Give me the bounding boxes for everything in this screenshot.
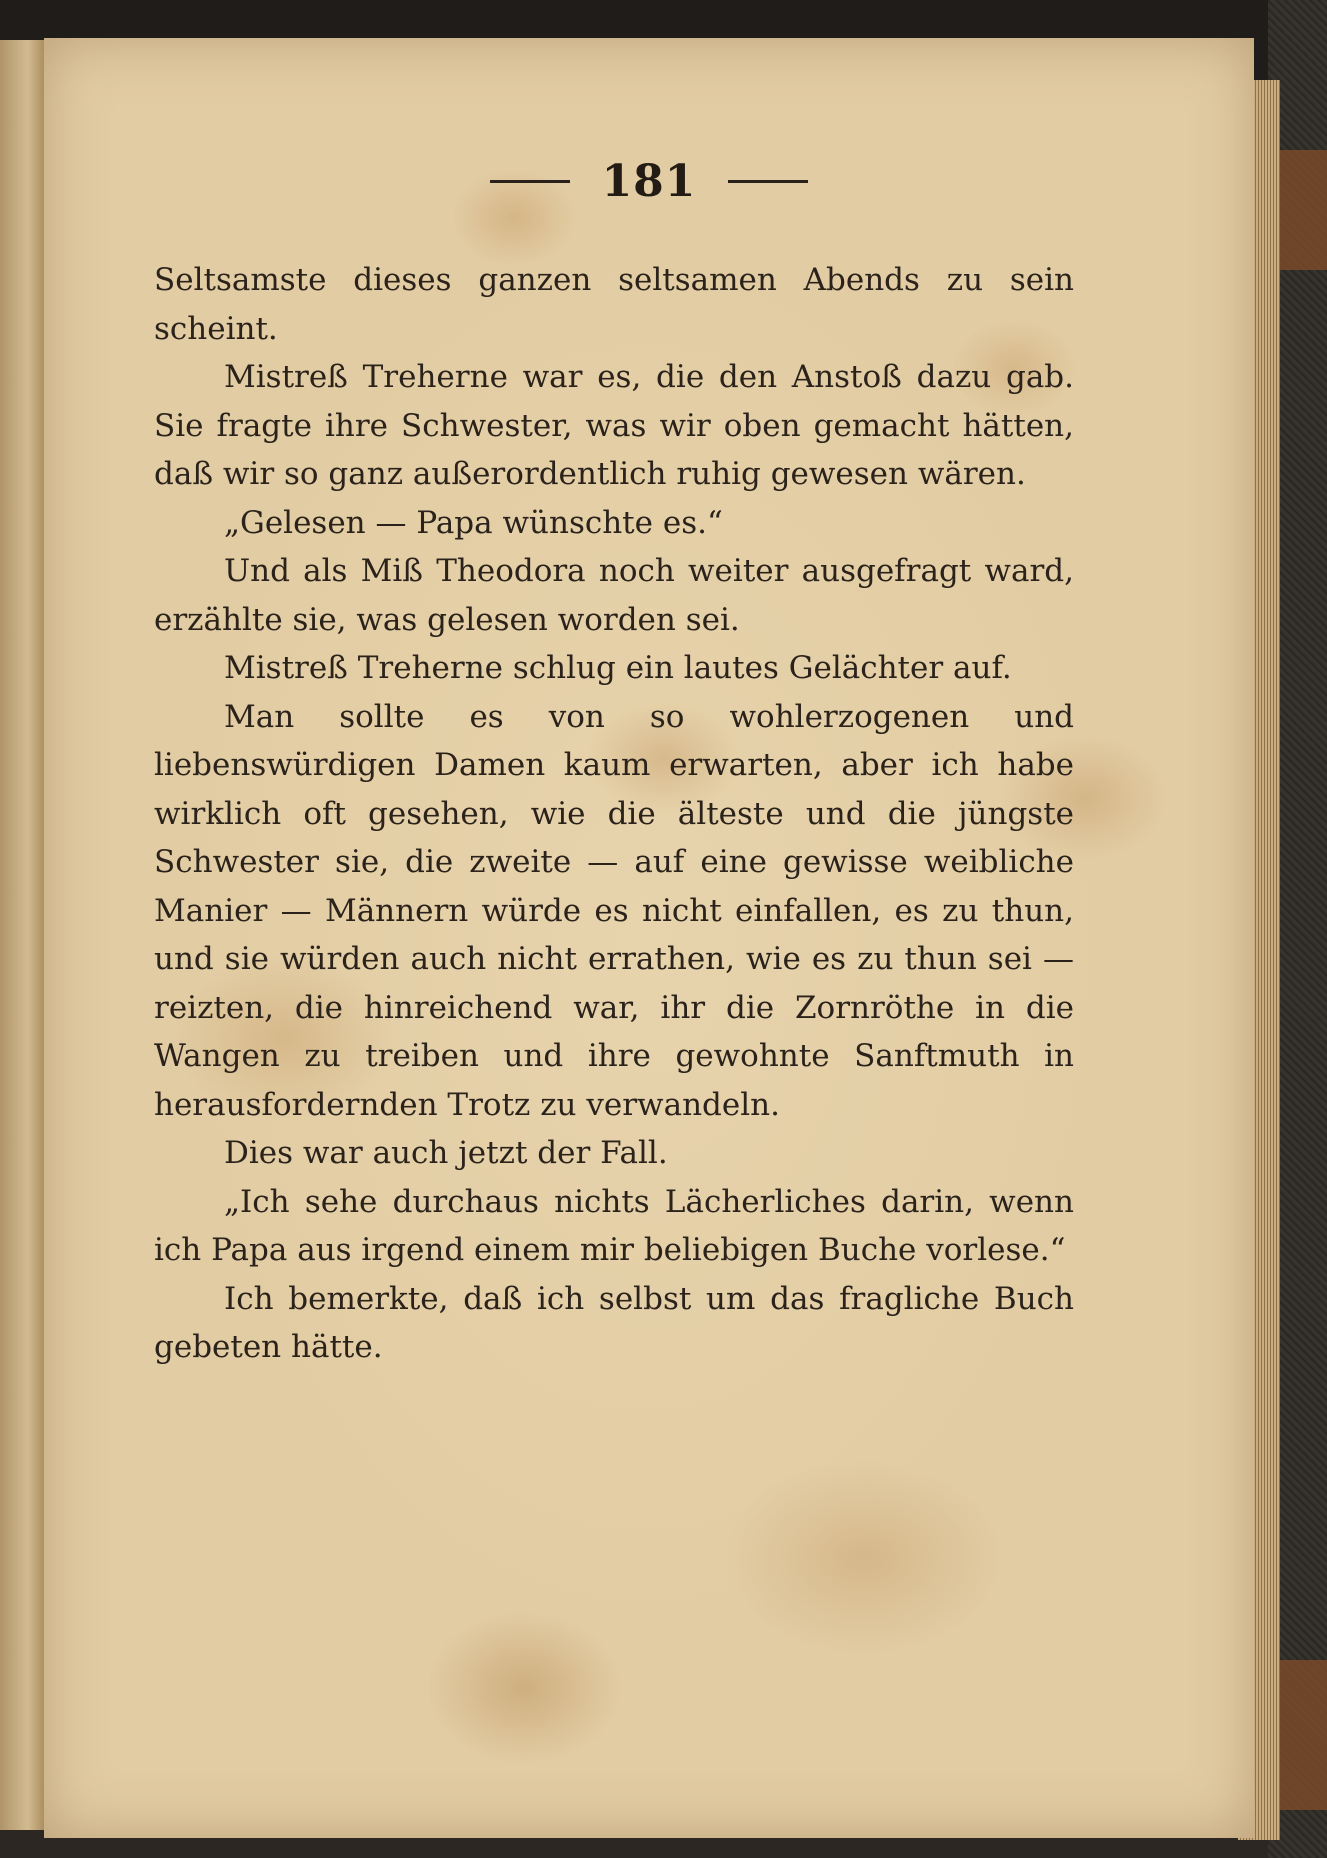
leather-corner-bottom <box>1280 1660 1327 1810</box>
paragraph: Dies war auch jetzt der Fall. <box>224 1135 668 1171</box>
paragraph: „Gelesen — Papa wünschte es.“ <box>224 504 723 541</box>
paragraph: Ich bemerkte, daß ich selbst um das fragliche Buch gebeten hätte. <box>154 1280 1074 1365</box>
body-text <box>154 256 1074 1372</box>
page-header <box>44 156 1254 216</box>
book-page <box>44 38 1254 1838</box>
leather-corner-top <box>1280 150 1327 270</box>
paragraph: Man sollte es von so wohlerzogenen und liebenswürdigen Damen kaum erwarten, aber ich habe wirklich oft gesehen, wie die älteste und die jüngste Schwester sie, die zweite — auf eine gewisse weibliche Manier — Männern würde es nicht einfallen, es zu thun, und sie würden auch nicht errathen, wie es zu thun sei — reizten, die hinreichend war, ihr die Zornröthe in die Wangen zu treiben und ihre gewohnte Sanftmuth in herausfordernden Trotz zu verwandeln. <box>154 698 1074 1123</box>
paragraph: Seltsamste dieses ganzen seltsamen Abends zu sein scheint. <box>154 262 1074 347</box>
header-rule-left <box>490 180 570 183</box>
previous-page-edge <box>0 40 48 1830</box>
header-rule-right <box>728 180 808 183</box>
page-number: 181 <box>601 156 697 207</box>
paragraph: Mistreß Treherne war es, die den Anstoß dazu gab. Sie fragte ihre Schwester, was wir oben gemacht hätten, daß wir so ganz außerordentlich ruhig gewesen wären. <box>154 359 1074 492</box>
paragraph: Und als Miß Theodora noch weiter ausgefragt ward, erzählte sie, was gelesen worden sei. <box>154 553 1074 638</box>
paragraph: „Ich sehe durchaus nichts Lächerliches darin, wenn ich Papa aus irgend einem mir beliebigen Buche vorlese.“ <box>154 1183 1074 1268</box>
paragraph: Mistreß Treherne schlug ein lautes Gelächter auf. <box>224 650 1012 686</box>
